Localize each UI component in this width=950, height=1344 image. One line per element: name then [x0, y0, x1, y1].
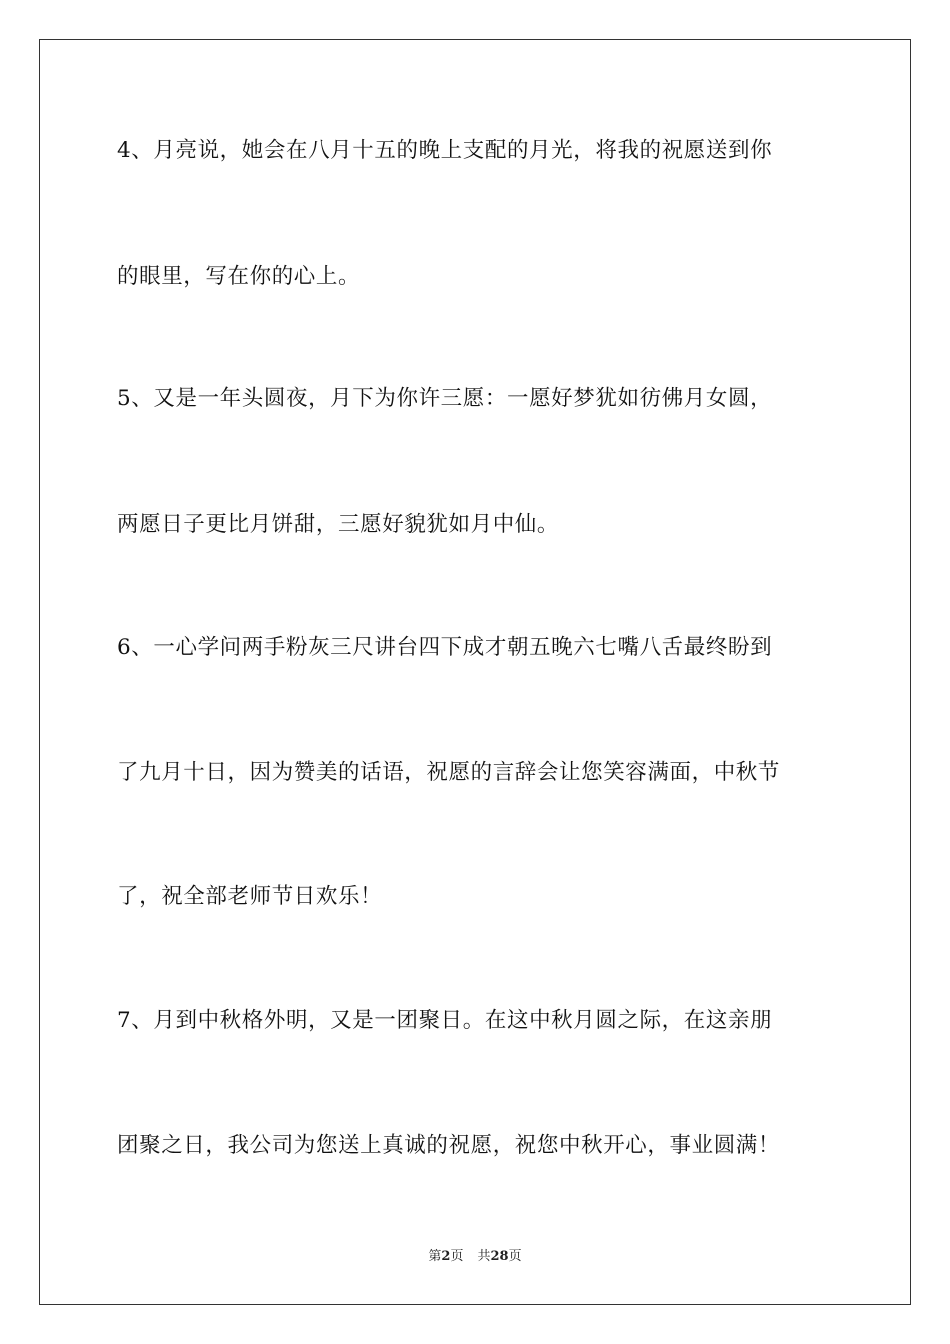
page-number: 2 [441, 1249, 451, 1264]
total-prefix: 共 [477, 1249, 491, 1264]
paragraph-6-line-2: 了九月十日，因为赞美的话语，祝愿的言辞会让您笑容满面，中秋节 [117, 760, 781, 785]
paragraph-7-line-1: 7、月到中秋格外明，又是一团聚日。在这中秋月圆之际，在这亲朋 [117, 1008, 773, 1033]
page-prefix: 第 [428, 1249, 442, 1264]
total-pages: 28 [490, 1249, 509, 1264]
paragraph-4-line-2: 的眼里，写在你的心上。 [117, 264, 361, 289]
paragraph-6-line-1: 6、一心学问两手粉灰三尺讲台四下成才朝五晚六七嘴八舌最终盼到 [117, 635, 773, 660]
paragraph-6-line-3: 了，祝全部老师节日欢乐！ [117, 884, 383, 909]
page-border [39, 39, 911, 1305]
paragraph-5-line-2: 两愿日子更比月饼甜，三愿好貌犹如月中仙。 [117, 512, 560, 537]
page-footer [0, 1248, 950, 1266]
total-suffix: 页 [508, 1249, 522, 1264]
paragraph-7-line-2: 团聚之日，我公司为您送上真诚的祝愿，祝您中秋开心，事业圆满！ [117, 1133, 781, 1158]
paragraph-5-line-1: 5、又是一年头圆夜，月下为你许三愿：一愿好梦犹如彷佛月女圆， [117, 386, 773, 411]
paragraph-4-line-1: 4、月亮说，她会在八月十五的晚上支配的月光，将我的祝愿送到你 [117, 138, 773, 163]
page-suffix: 页 [450, 1249, 464, 1264]
